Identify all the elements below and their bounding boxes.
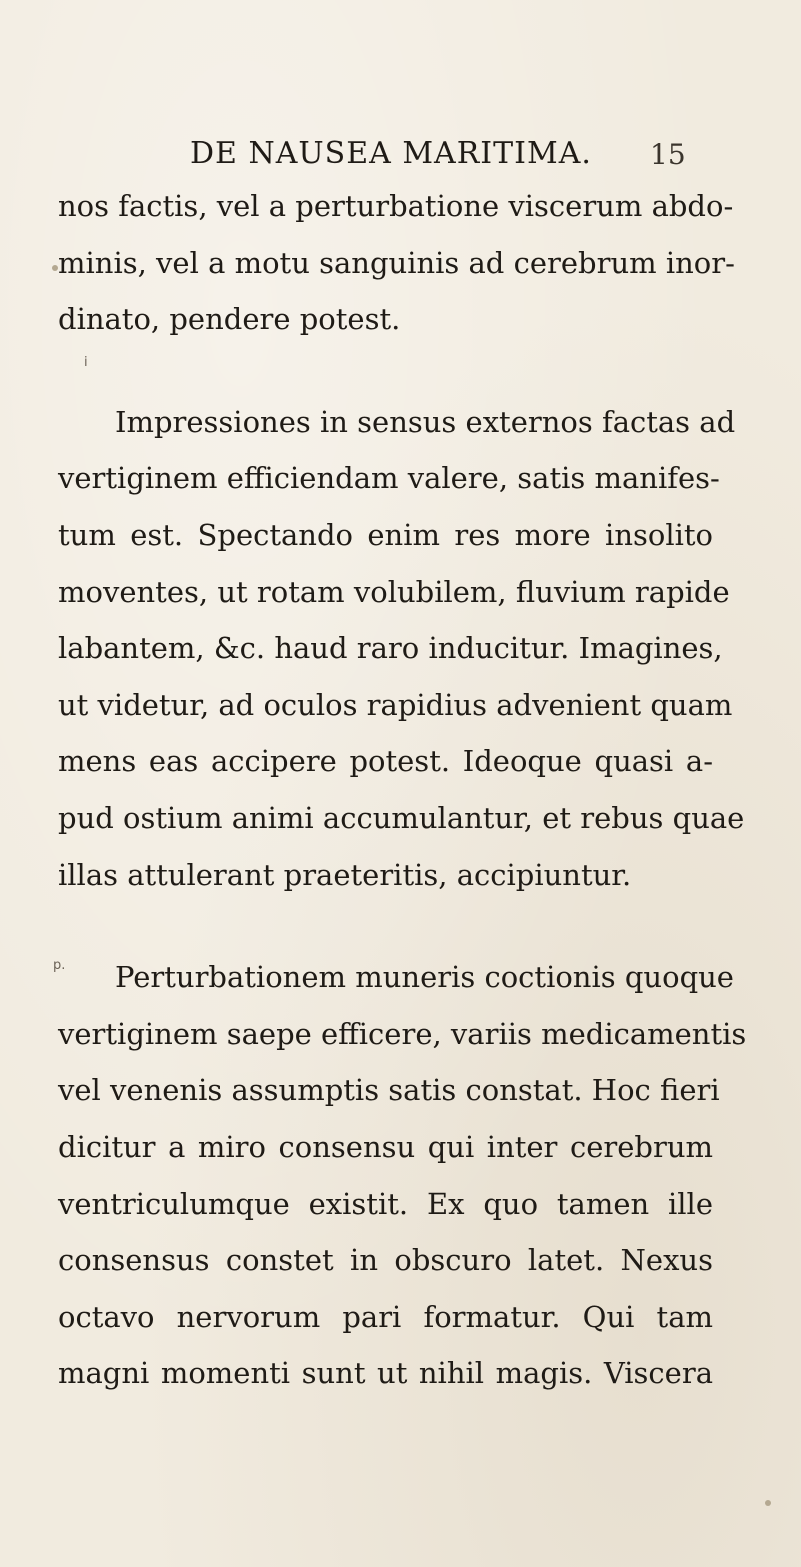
running-title: DE NAUSEA MARITIMA. xyxy=(190,136,592,171)
paragraph-2 xyxy=(58,394,745,903)
text-line: nos factis, vel a perturbatione viscerum abdo- xyxy=(58,189,734,223)
text-line: Perturbationem muneris coctionis quoque xyxy=(115,960,734,995)
text-line: magni momenti sunt ut nihil magis. Viscera xyxy=(58,1356,713,1391)
paragraph-break xyxy=(58,903,713,949)
paragraph-3 xyxy=(58,949,747,1402)
text-line: vel venenis assumptis satis constat. Hoc fieri xyxy=(58,1073,720,1108)
text-line: dinato, pendere potest. xyxy=(58,302,401,337)
text-line: octavo nervorum pari formatur. Qui tam xyxy=(58,1299,713,1334)
pencil-mark: p. xyxy=(53,958,66,973)
text-line: tum est. Spectando enim res more insolito xyxy=(58,517,713,552)
text-line: consensus constet in obscuro latet. Nexus xyxy=(58,1243,713,1278)
stray-ink-dot xyxy=(765,1500,771,1506)
text-line: vertiginem saepe efficere, variis medicamentis xyxy=(58,1016,747,1051)
text-line: ventriculumque existit. Ex quo tamen ille xyxy=(58,1186,713,1221)
paragraph-break xyxy=(58,348,713,394)
pencil-mark: i xyxy=(84,355,88,370)
text-line: labantem, &c. haud raro inducitur. Imagines, xyxy=(58,631,723,666)
text-line: mens eas accipere potest. Ideoque quasi a- xyxy=(58,744,713,779)
text-line: vertiginem efficiendam valere, satis manifes- xyxy=(58,461,720,496)
paragraph-1 xyxy=(58,178,735,348)
body-text xyxy=(58,178,747,1402)
text-line: moventes, ut rotam volubilem, fluvium rapide xyxy=(58,574,730,609)
text-line: pud ostium animi accumulantur, et rebus quae xyxy=(58,800,745,835)
page-header xyxy=(0,136,801,176)
text-line: minis, vel a motu sanguinis ad cerebrum inor- xyxy=(58,245,735,280)
text-line: illas attulerant praeteritis, accipiuntur. xyxy=(58,857,632,892)
text-line: Impressiones in sensus externos factas ad xyxy=(115,404,736,439)
text-line: dicitur a miro consensu qui inter cerebrum xyxy=(58,1129,713,1164)
page-number: 15 xyxy=(650,138,686,171)
text-line: ut videtur, ad oculos rapidius advenient quam xyxy=(58,687,733,722)
